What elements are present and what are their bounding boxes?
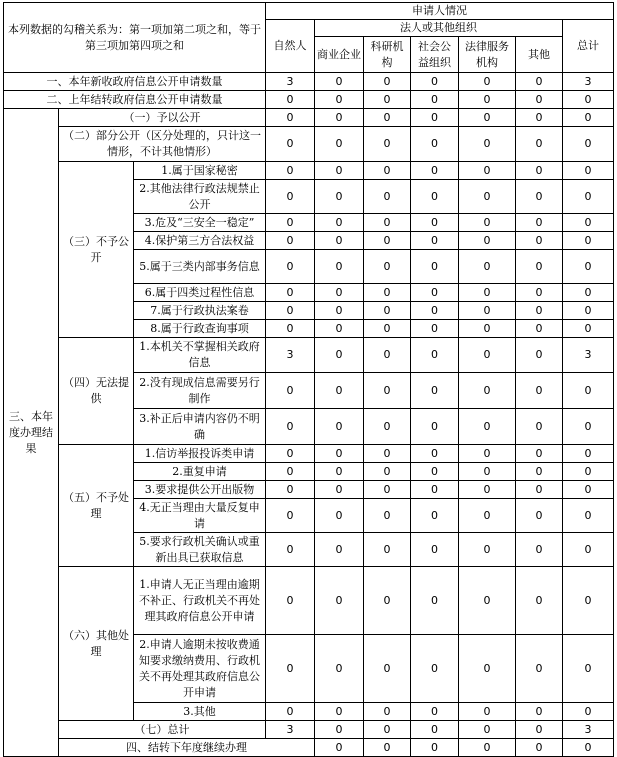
cell: 0 <box>563 91 614 109</box>
cell: 0 <box>459 409 516 445</box>
cell: 0 <box>364 533 411 567</box>
row-label: （二）部分公开（区分处理的，只计这一情形，不计其他情形） <box>59 127 266 162</box>
legal-org-header: 法人或其他组织 <box>315 20 563 37</box>
cell: 0 <box>411 499 459 533</box>
cell: 0 <box>315 721 364 739</box>
other-header: 其他 <box>516 37 563 73</box>
cell: 0 <box>411 739 459 757</box>
cell: 0 <box>563 109 614 127</box>
row-label: 2.重复申请 <box>134 463 266 481</box>
cell: 3 <box>266 338 315 373</box>
cell: 0 <box>411 533 459 567</box>
cell: 0 <box>266 302 315 320</box>
cell: 0 <box>364 284 411 302</box>
row-label: 5.属于三类内部事务信息 <box>134 250 266 284</box>
cell: 0 <box>563 284 614 302</box>
cell: 0 <box>516 739 563 757</box>
cell: 0 <box>516 320 563 338</box>
row-label: 3.危及“三安全一稳定” <box>134 214 266 232</box>
cell: 0 <box>516 338 563 373</box>
cell: 0 <box>315 127 364 162</box>
cell: 0 <box>459 499 516 533</box>
cell: 0 <box>315 162 364 180</box>
row-label: 5.要求行政机关确认或重新出具已获取信息 <box>134 533 266 567</box>
cell: 0 <box>266 180 315 214</box>
cell: 0 <box>364 721 411 739</box>
cell: 0 <box>266 567 315 635</box>
cell: 0 <box>563 409 614 445</box>
cell: 0 <box>459 739 516 757</box>
cell: 0 <box>411 567 459 635</box>
cell: 0 <box>266 127 315 162</box>
cell: 0 <box>563 162 614 180</box>
cell: 0 <box>411 232 459 250</box>
cell: 0 <box>364 703 411 721</box>
cell: 0 <box>315 567 364 635</box>
cell: 0 <box>563 250 614 284</box>
cell: 0 <box>266 533 315 567</box>
cell: 0 <box>364 445 411 463</box>
cell: 0 <box>516 409 563 445</box>
cell: 0 <box>364 127 411 162</box>
cell: 0 <box>516 250 563 284</box>
cell: 0 <box>364 409 411 445</box>
cell: 0 <box>563 567 614 635</box>
cell: 0 <box>459 180 516 214</box>
table-row <box>4 91 614 109</box>
cell: 0 <box>315 214 364 232</box>
cell: 0 <box>266 91 315 109</box>
table-row <box>4 739 614 757</box>
cell: 0 <box>411 463 459 481</box>
cell: 0 <box>459 91 516 109</box>
cell: 0 <box>411 214 459 232</box>
cell: 0 <box>516 703 563 721</box>
cell: 0 <box>516 567 563 635</box>
cell: 0 <box>516 127 563 162</box>
commercial-header: 商业企业 <box>315 37 364 73</box>
cell: 0 <box>364 162 411 180</box>
cell: 0 <box>411 91 459 109</box>
cell: 0 <box>266 250 315 284</box>
cell: 0 <box>411 338 459 373</box>
cell: 0 <box>516 73 563 91</box>
cell: 0 <box>315 73 364 91</box>
cell: 0 <box>315 533 364 567</box>
cell: 0 <box>516 162 563 180</box>
cell: 0 <box>364 481 411 499</box>
cell: 0 <box>459 533 516 567</box>
cell: 0 <box>459 721 516 739</box>
table-row <box>4 109 614 127</box>
cell: 0 <box>315 250 364 284</box>
cell: 0 <box>364 91 411 109</box>
cell: 0 <box>411 162 459 180</box>
table-row <box>4 721 614 739</box>
cell: 0 <box>516 284 563 302</box>
cell: 0 <box>364 338 411 373</box>
cell: 0 <box>411 703 459 721</box>
cell: 0 <box>411 481 459 499</box>
row-label: 2.其他法律行政法规禁止公开 <box>134 180 266 214</box>
row-label: 1.信访举报投诉类申请 <box>134 445 266 463</box>
cell: 0 <box>516 499 563 533</box>
cell: 0 <box>364 232 411 250</box>
cell: 0 <box>266 214 315 232</box>
cell: 0 <box>315 499 364 533</box>
cell: 0 <box>315 338 364 373</box>
cell: 3 <box>563 721 614 739</box>
cell: 0 <box>266 320 315 338</box>
cell: 0 <box>364 214 411 232</box>
cell: 3 <box>563 73 614 91</box>
cell: 0 <box>516 302 563 320</box>
cell: 0 <box>516 232 563 250</box>
applicant-situation-header: 申请人情况 <box>266 3 614 20</box>
legal-service-header: 法律服务机构 <box>459 37 516 73</box>
row-label: 3.补正后申请内容仍不明确 <box>134 409 266 445</box>
cell: 0 <box>266 703 315 721</box>
cell: 0 <box>459 284 516 302</box>
cell: 0 <box>459 481 516 499</box>
cell: 0 <box>315 739 364 757</box>
cell: 0 <box>315 635 364 703</box>
cell: 0 <box>315 232 364 250</box>
row-label: 一、本年新收政府信息公开申请数量 <box>4 73 266 91</box>
cell: 0 <box>364 373 411 409</box>
cell: 0 <box>411 635 459 703</box>
cell: 0 <box>266 373 315 409</box>
cell: 0 <box>516 180 563 214</box>
cell: 0 <box>315 180 364 214</box>
cell: 0 <box>315 109 364 127</box>
row-label: 四、结转下年度继续办理 <box>59 739 315 757</box>
cell: 0 <box>563 533 614 567</box>
cell: 0 <box>459 445 516 463</box>
cell: 0 <box>516 721 563 739</box>
cell: 0 <box>516 445 563 463</box>
cell: 0 <box>563 739 614 757</box>
cell: 0 <box>563 445 614 463</box>
relation-note: 本列数据的勾稽关系为：第一项加第二项之和，等于第三项加第四项之和 <box>4 3 266 73</box>
cell: 0 <box>411 445 459 463</box>
cell: 0 <box>459 162 516 180</box>
cell: 0 <box>516 91 563 109</box>
cell: 0 <box>266 499 315 533</box>
row-label: 1.本机关不掌握相关政府信息 <box>134 338 266 373</box>
cell: 0 <box>459 302 516 320</box>
cell: 0 <box>411 320 459 338</box>
group-label-not-processed: （五）不予处理 <box>59 445 134 567</box>
cell: 0 <box>459 373 516 409</box>
cell: 0 <box>266 109 315 127</box>
cell: 0 <box>459 250 516 284</box>
cell: 0 <box>266 409 315 445</box>
row-label: 3.其他 <box>134 703 266 721</box>
cell: 0 <box>411 109 459 127</box>
cell: 0 <box>315 373 364 409</box>
cell: 0 <box>563 180 614 214</box>
cell: 0 <box>315 703 364 721</box>
cell: 0 <box>459 109 516 127</box>
cell: 0 <box>459 127 516 162</box>
group-label-not-disclosed: （三）不予公开 <box>59 162 134 338</box>
cell: 0 <box>315 463 364 481</box>
cell: 0 <box>411 180 459 214</box>
cell: 0 <box>364 567 411 635</box>
cell: 0 <box>315 481 364 499</box>
cell: 0 <box>563 302 614 320</box>
cell: 0 <box>266 284 315 302</box>
cell: 0 <box>563 320 614 338</box>
group-label-unable: （四）无法提供 <box>59 338 134 445</box>
cell: 0 <box>459 214 516 232</box>
row-label: 二、上年结转政府信息公开申请数量 <box>4 91 266 109</box>
cell: 0 <box>563 214 614 232</box>
cell: 0 <box>266 445 315 463</box>
cell: 0 <box>459 338 516 373</box>
total-header: 总计 <box>563 20 614 73</box>
research-header: 科研机构 <box>364 37 411 73</box>
group-label-result: 三、本年度办理结果 <box>4 109 59 757</box>
cell: 0 <box>364 739 411 757</box>
table-row <box>4 567 614 635</box>
table-row <box>4 445 614 463</box>
row-label: 6.属于四类过程性信息 <box>134 284 266 302</box>
disclosure-table <box>3 2 614 757</box>
cell: 0 <box>364 109 411 127</box>
cell: 0 <box>266 463 315 481</box>
table-row <box>4 338 614 373</box>
cell: 3 <box>563 338 614 373</box>
cell: 0 <box>516 463 563 481</box>
row-label: 4.保护第三方合法权益 <box>134 232 266 250</box>
cell: 0 <box>364 635 411 703</box>
row-label: 2.申请人逾期未按收费通知要求缴纳费用、行政机关不再处理其政府信息公开申请 <box>134 635 266 703</box>
group-label-other-processing: （六）其他处理 <box>59 567 134 721</box>
cell: 0 <box>563 463 614 481</box>
row-label: 1.申请人无正当理由逾期不补正、行政机关不再处理其政府信息公开申请 <box>134 567 266 635</box>
cell: 0 <box>516 373 563 409</box>
cell: 0 <box>315 284 364 302</box>
row-label: 2.没有现成信息需要另行制作 <box>134 373 266 409</box>
row-label: 4.无正当理由大量反复申请 <box>134 499 266 533</box>
cell: 0 <box>411 409 459 445</box>
cell: 0 <box>563 373 614 409</box>
natural-person-header: 自然人 <box>266 20 315 73</box>
cell: 0 <box>364 320 411 338</box>
cell: 0 <box>516 109 563 127</box>
cell: 0 <box>563 232 614 250</box>
cell: 3 <box>266 721 315 739</box>
cell: 0 <box>516 533 563 567</box>
cell: 0 <box>411 127 459 162</box>
cell: 0 <box>364 302 411 320</box>
cell: 0 <box>563 703 614 721</box>
cell: 0 <box>315 302 364 320</box>
cell: 0 <box>459 635 516 703</box>
cell: 0 <box>411 373 459 409</box>
row-label: 3.要求提供公开出版物 <box>134 481 266 499</box>
table-row <box>4 73 614 91</box>
row-label: （一）予以公开 <box>59 109 266 127</box>
cell: 0 <box>459 232 516 250</box>
cell: 0 <box>364 73 411 91</box>
cell: 0 <box>411 284 459 302</box>
row-label: （七）总计 <box>59 721 266 739</box>
cell: 0 <box>459 703 516 721</box>
social-header: 社会公益组织 <box>411 37 459 73</box>
cell: 0 <box>266 232 315 250</box>
cell: 0 <box>563 635 614 703</box>
cell: 3 <box>266 73 315 91</box>
cell: 0 <box>315 320 364 338</box>
cell: 0 <box>315 445 364 463</box>
cell: 0 <box>516 481 563 499</box>
row-label: 8.属于行政查询事项 <box>134 320 266 338</box>
table-row <box>4 162 614 180</box>
cell: 0 <box>516 214 563 232</box>
cell: 0 <box>266 481 315 499</box>
cell: 0 <box>364 250 411 284</box>
table-row <box>4 127 614 162</box>
cell: 0 <box>459 463 516 481</box>
cell: 0 <box>411 302 459 320</box>
row-label: 1.属于国家秘密 <box>134 162 266 180</box>
cell: 0 <box>364 463 411 481</box>
cell: 0 <box>411 721 459 739</box>
cell: 0 <box>563 499 614 533</box>
cell: 0 <box>459 320 516 338</box>
cell: 0 <box>563 481 614 499</box>
cell: 0 <box>364 180 411 214</box>
cell: 0 <box>315 409 364 445</box>
cell: 0 <box>459 567 516 635</box>
cell: 0 <box>411 250 459 284</box>
cell: 0 <box>266 635 315 703</box>
cell: 0 <box>266 162 315 180</box>
cell: 0 <box>516 635 563 703</box>
cell: 0 <box>459 73 516 91</box>
cell: 0 <box>411 73 459 91</box>
cell: 0 <box>364 499 411 533</box>
cell: 0 <box>315 91 364 109</box>
cell: 0 <box>563 127 614 162</box>
row-label: 7.属于行政执法案卷 <box>134 302 266 320</box>
